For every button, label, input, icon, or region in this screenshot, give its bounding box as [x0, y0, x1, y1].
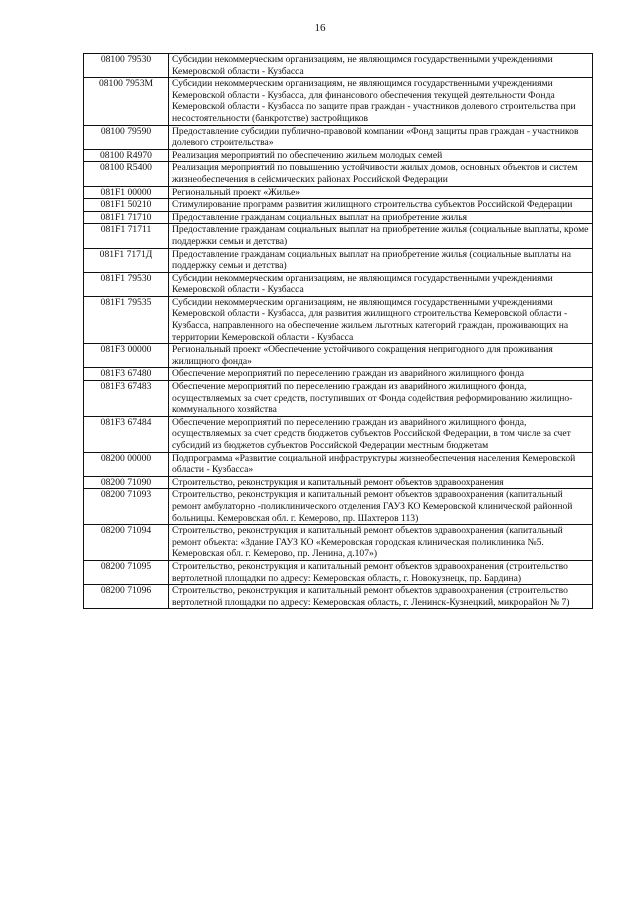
table-row [84, 476, 593, 489]
budget-code-cell: 08100 R4970 [84, 149, 169, 162]
description-cell: Предоставление гражданам социальных выплат на приобретение жилья (социальные выплаты на поддержку семьи и детства) [169, 248, 593, 272]
table-row [84, 149, 593, 162]
description-cell: Стимулирование программ развития жилищного строительства субъектов Российской Федерации [169, 199, 593, 212]
description-cell: Предоставление субсидии публично-правовой компании «Фонд защиты прав граждан - участников долевого строительства» [169, 125, 593, 149]
budget-code-cell: 081F3 67483 [84, 381, 169, 417]
description-cell: Субсидии некоммерческим организациям, не являющимся государственными учреждениями Кемеровской области - Кузбасса, для финансового обеспечения текущей деятельности Фонда Кемеровской области - Кузбасса по защите прав граждан - участников долевого строительства при несостоятельности (банкротстве) застройщиков [169, 78, 593, 125]
description-cell: Обеспечение мероприятий по переселению граждан из аварийного жилищного фонда, осуществляемых за счет средств, поступивших от Фонда содействия реформированию жилищно-коммунального хозяйства [169, 381, 593, 417]
budget-code-cell: 08100 R5400 [84, 162, 169, 186]
table-row [84, 199, 593, 212]
budget-code-cell: 081F1 71711 [84, 224, 169, 248]
table-row [84, 186, 593, 199]
table-row [84, 489, 593, 525]
budget-code-cell: 081F1 71710 [84, 211, 169, 224]
table-row [84, 248, 593, 272]
table-row [84, 525, 593, 561]
budget-code-cell: 081F1 50210 [84, 199, 169, 212]
description-cell: Предоставление гражданам социальных выплат на приобретение жилья [169, 211, 593, 224]
description-cell: Субсидии некоммерческим организациям, не являющимся государственными учреждениями Кемеровской области - Кузбасса [169, 54, 593, 78]
table-row [84, 381, 593, 417]
budget-code-cell: 081F1 00000 [84, 186, 169, 199]
budget-codes-table [83, 53, 593, 609]
table-row [84, 54, 593, 78]
table-row [84, 78, 593, 125]
budget-code-cell: 08100 79590 [84, 125, 169, 149]
description-cell: Строительство, реконструкция и капитальный ремонт объектов здравоохранения [169, 476, 593, 489]
description-cell: Обеспечение мероприятий по переселению граждан из аварийного жилищного фонда [169, 368, 593, 381]
budget-code-cell: 08200 71095 [84, 560, 169, 584]
description-cell: Строительство, реконструкция и капитальный ремонт объектов здравоохранения (капитальный ремонт амбулаторно -поликлинического отделения ГАУЗ КО Кемеровской клинической районной больницы. Кемеровская обл. г. Кемерово, пр. Шахтеров 113) [169, 489, 593, 525]
description-cell: Строительство, реконструкция и капитальный ремонт объектов здравоохранения (строительство вертолетной площадки по адресу: Кемеровская область, г. Новокузнецк, пр. Бардина) [169, 560, 593, 584]
budget-code-cell: 081F1 79530 [84, 272, 169, 296]
table-row [84, 162, 593, 186]
description-cell: Субсидии некоммерческим организациям, не являющимся государственными учреждениями Кемеровской области - Кузбасса [169, 272, 593, 296]
budget-code-cell: 08200 71094 [84, 525, 169, 561]
table-row [84, 416, 593, 452]
description-cell: Строительство, реконструкция и капитальный ремонт объектов здравоохранения (строительство вертолетной площадки по адресу: Кемеровская область, г. Ленинск-Кузнецкий, микрорайон № 7) [169, 585, 593, 609]
budget-code-cell: 08200 71093 [84, 489, 169, 525]
description-cell: Реализация мероприятий по повышению устойчивости жилых домов, основных объектов и систем жизнеобеспечения в сейсмических районах Российской Федерации [169, 162, 593, 186]
table-row [84, 344, 593, 368]
table-row [84, 585, 593, 609]
budget-code-cell: 081F1 7171Д [84, 248, 169, 272]
budget-code-cell: 081F1 79535 [84, 296, 169, 343]
table-row [84, 452, 593, 476]
table-row [84, 224, 593, 248]
description-cell: Подпрограмма «Развитие социальной инфраструктуры жизнеобеспечения населения Кемеровской области - Кузбасса» [169, 452, 593, 476]
description-cell: Строительство, реконструкция и капитальный ремонт объектов здравоохранения (капитальный ремонт объекта: «Здание ГАУЗ КО «Кемеровская городская клиническая поликлиника №5. Кемеровская обл. г. Кемерово, пр. Ленина, д.107») [169, 525, 593, 561]
budget-code-cell: 08200 71090 [84, 476, 169, 489]
description-cell: Субсидии некоммерческим организациям, не являющимся государственными учреждениями Кемеровской области - Кузбасса, для развития жилищного строительства Кемеровской области - Кузбасса, направленного на обеспечение жильем льготных категорий граждан, проживающих на территории Кемеровской области - Кузбасса [169, 296, 593, 343]
description-cell: Реализация мероприятий по обеспечению жильем молодых семей [169, 149, 593, 162]
description-cell: Региональный проект «Обеспечение устойчивого сокращения непригодного для проживания жилищного фонда» [169, 344, 593, 368]
table-row [84, 211, 593, 224]
budget-code-cell: 081F3 67480 [84, 368, 169, 381]
table-row [84, 272, 593, 296]
page-number: 16 [314, 22, 326, 34]
budget-code-cell: 08100 79530 [84, 54, 169, 78]
description-cell: Обеспечение мероприятий по переселению граждан из аварийного жилищного фонда, осуществляемых за счет средств бюджетов субъектов Российской Федерации, в том числе за счет субсидий из бюджетов субъектов Российской Федерации местным бюджетам [169, 416, 593, 452]
table-row [84, 125, 593, 149]
budget-code-cell: 08100 7953М [84, 78, 169, 125]
budget-code-cell: 08200 00000 [84, 452, 169, 476]
budget-code-cell: 08200 71096 [84, 585, 169, 609]
description-cell: Региональный проект «Жилье» [169, 186, 593, 199]
budget-code-cell: 081F3 67484 [84, 416, 169, 452]
budget-code-cell: 081F3 00000 [84, 344, 169, 368]
table-row [84, 560, 593, 584]
description-cell: Предоставление гражданам социальных выплат на приобретение жилья (социальные выплаты, кроме поддержки семьи и детства) [169, 224, 593, 248]
table-body [84, 54, 593, 609]
table-row [84, 368, 593, 381]
table-row [84, 296, 593, 343]
